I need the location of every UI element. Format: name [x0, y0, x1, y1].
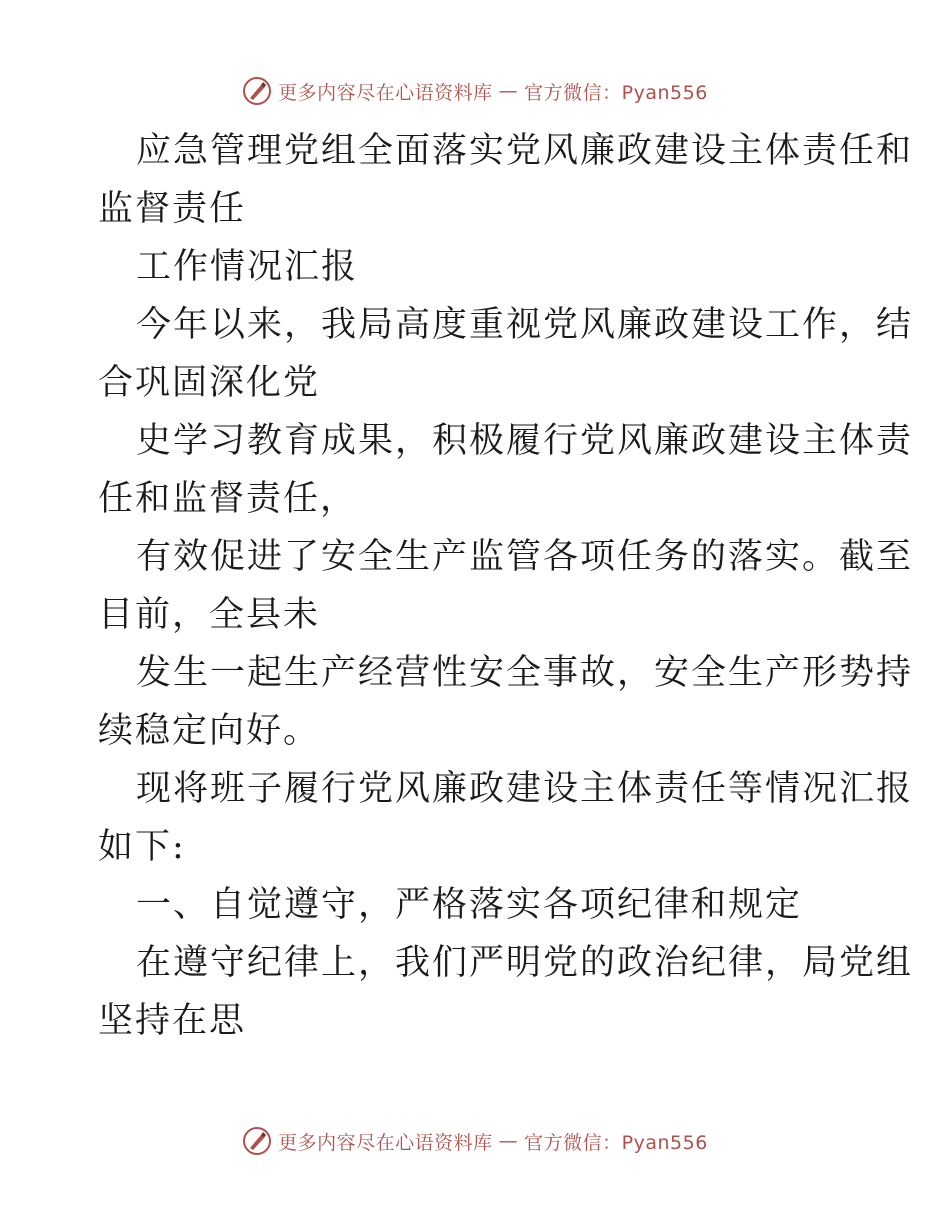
document-text: [98, 122, 914, 1050]
text-line: 合巩固深化党: [98, 363, 321, 403]
header-watermark: [0, 76, 950, 106]
text-line: 史学习教育成果，积极履行党风廉政建设主体责: [136, 421, 914, 461]
text-line: 有效促进了安全生产监管各项任务的落实。截至: [136, 537, 914, 577]
footer-watermark: [0, 1126, 950, 1156]
pen-logo-icon: [242, 1126, 272, 1156]
text-line: 应急管理党组全面落实党风廉政建设主体责任和: [136, 131, 914, 171]
document-body: [98, 122, 914, 1050]
text-line: 监督责任: [98, 189, 247, 229]
text-line: 现将班子履行党风廉政建设主体责任等情况汇报: [136, 769, 914, 809]
text-line: 在遵守纪律上，我们严明党的政治纪律，局党组: [136, 943, 914, 983]
watermark-text: 更多内容尽在心语资料库: [278, 1131, 493, 1154]
watermark-account: 官方微信：Pyan556: [524, 1131, 708, 1154]
text-line: 发生一起生产经营性安全事故，安全生产形势持: [136, 653, 914, 693]
text-line: 目前，全县未: [98, 595, 321, 635]
text-line: 续稳定向好。: [98, 711, 321, 751]
text-line: 如下:: [98, 827, 186, 867]
text-line: 任和监督责任，: [98, 479, 358, 519]
text-line: 工作情况汇报: [136, 247, 359, 287]
watermark-account: 官方微信：Pyan556: [524, 81, 708, 104]
section-heading: 一、自觉遵守，严格落实各项纪律和规定: [136, 885, 803, 925]
text-line: 今年以来，我局高度重视党风廉政建设工作，结: [136, 305, 914, 345]
text-line: 坚持在思: [98, 1001, 247, 1041]
watermark-text: 更多内容尽在心语资料库: [278, 81, 493, 104]
pen-logo-icon: [242, 76, 272, 106]
watermark-separator: —: [498, 1130, 519, 1152]
watermark-separator: —: [498, 80, 519, 102]
